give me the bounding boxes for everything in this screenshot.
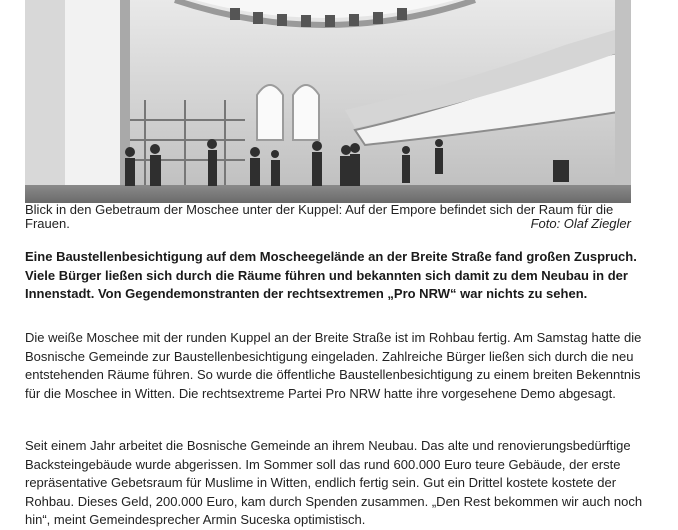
mosque-interior-photo <box>25 0 631 203</box>
article-paragraph: Seit einem Jahr arbeitet die Bosnische Gemeinde an ihrem Neubau. Das alte und renovierungsbedürftige Backsteingebäude wurde abgerissen. Im Sommer soll das rund 600.000 Euro teure Gebäude, der erste repräsentative Gebetsraum für Muslime in Witten, endlich fertig sein. Gut ein Drittel kostete kostete der Rohbau. Dieses Geld, 200.000 Euro, kam durch Spenden zusammen. „Den Rest bekommen wir auch noch hin“, meint Gemeindesprecher Armin Suceska optimistisch. <box>25 438 643 527</box>
article-photo <box>25 0 631 203</box>
photo-credit: Foto: Olaf Ziegler <box>530 216 631 231</box>
article-lead: Eine Baustellenbesichtigung auf dem Moscheegelände an der Breite Straße fand großen Zuspruch. Viele Bürger ließen sich durch die Räume führen und bekannten sich damit zu dem Neubau in der Innenstadt. Von Gegendemonstranten der rechtsextremen „Pro NRW“ war nichts zu sehen. <box>25 249 637 301</box>
article-paragraph: Die weiße Moschee mit der runden Kuppel an der Breite Straße ist im Rohbau fertig. Am Samstag hatte die Bosnische Gemeinde zur Baustellenbesichtigung eingeladen. Zahlreiche Bürger ließen sich durch die neu entstehenden Räume führen. So wurde die öffentliche Baustellenbesichtigung zu einem breiten Bekenntnis für die Moschee in Witten. Die rechtsextreme Partei Pro NRW hatte ihre vorgesehene Demo abgesagt. <box>25 330 642 401</box>
caption-text: Blick in den Gebetraum der Moschee unter der Kuppel: Auf der Empore befindet sich der Raum für die Frauen. <box>25 202 614 231</box>
photo-caption <box>25 203 631 231</box>
